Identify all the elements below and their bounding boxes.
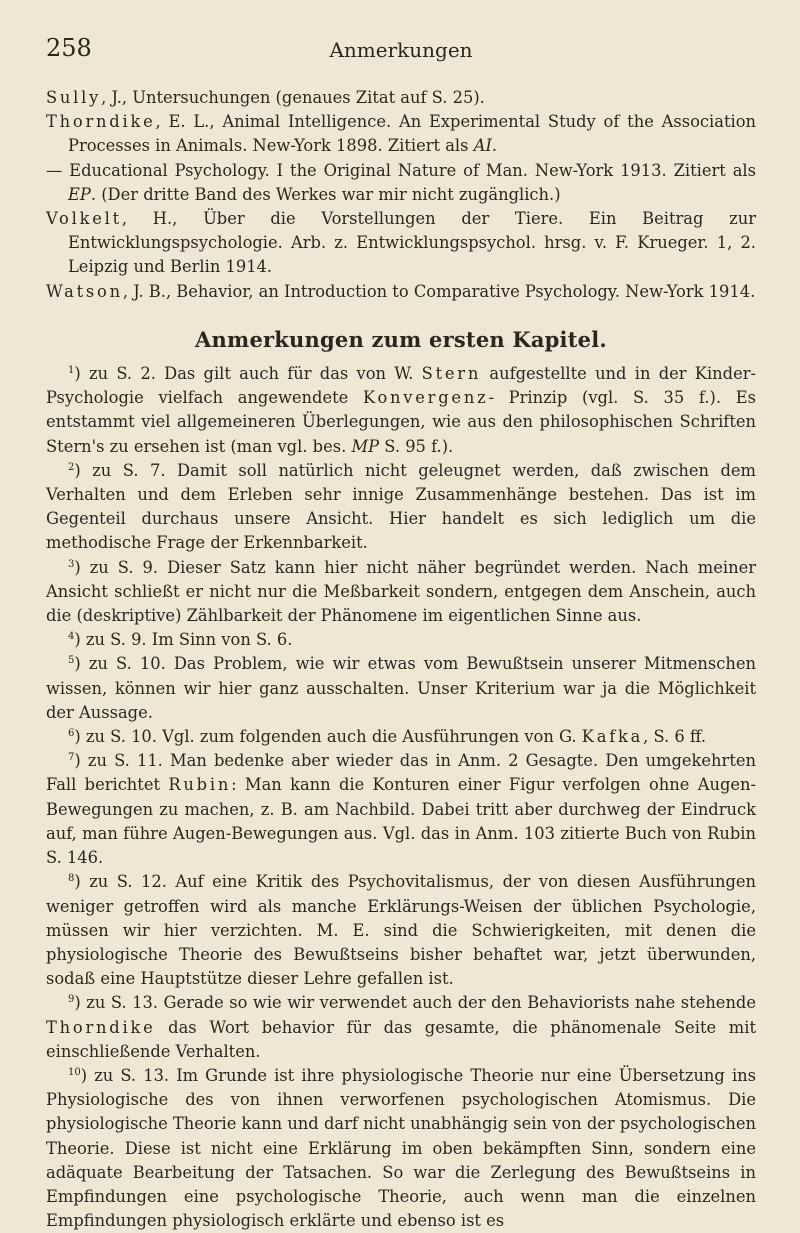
bib-author: Watson — [46, 281, 123, 301]
note-1 — [46, 362, 756, 459]
note-number: 5 — [68, 655, 75, 667]
author-name: Thorndike — [46, 1017, 156, 1037]
bib-entry — [46, 280, 756, 304]
running-title: Anmerkungen — [329, 38, 473, 62]
note-text: ) zu S. 9. Im Sinn von S. 6. — [74, 630, 293, 650]
note-5 — [46, 652, 756, 725]
note-number: 4 — [68, 631, 75, 643]
note-10 — [46, 1064, 756, 1233]
note-text: ) zu S. 10. Das Problem, wie wir etwas vom Bewußtsein unserer Mitmenschen wissen, können wir hier ganz ausschalten. Unser Kriterium war ja die Möglichkeit der Aussage. — [46, 654, 756, 722]
note-number: 2 — [68, 461, 75, 473]
note-number: 10 — [68, 1066, 81, 1078]
note-3 — [46, 556, 756, 629]
author-name: Stern — [421, 364, 482, 384]
note-text: , S. 6 ff. — [643, 727, 707, 747]
note-text: ) zu S. 11. Man bedenke aber wieder das in Anm. 2 Gesagte. Den umgekehrten Fall berichtet — [46, 751, 756, 795]
note-4 — [46, 628, 756, 652]
note-text: ) zu S. 9. Dieser Satz kann hier nicht näher begründet werden. Nach meiner Ansicht schließt er nicht nur die Meßbarkeit sondern, entgegen dem Anschein, auch die (deskriptive) Zählbarkeit der Phänomene im eigentlichen Sinne aus. — [46, 557, 756, 626]
note-2 — [46, 459, 756, 556]
bib-author: Sully — [46, 88, 102, 107]
note-number: 9 — [68, 994, 75, 1006]
note-text: ) zu S. 13. Im Grunde ist ihre physiologische Theorie nur eine Übersetzung ins Physiologische des von ihnen verworfenen psychologischen Atomismus. Die physiologische Theorie kann und darf nicht unabhängig sein von der psychologischen Theorie. Diese ist nicht eine Erklärung im oben bekämpften Sinn, sondern eine adäquate Bearbeitung der Tatsachen. So war die Zerlegung des Bewußtseins in Empfindungen eine psychologische Theorie, auch wenn man die einzelnen Empfindungen physiologisch erklärte und ebenso ist es — [46, 1065, 756, 1231]
bib-text: , J., Untersuchungen (genaues Zitat auf S. 25). — [101, 88, 485, 107]
bib-text: , E. L., Animal Intelligence. An Experimental Study of the Association Processes in Animals. New-York 1898. Zitiert als — [68, 112, 756, 156]
author-name: Kafka — [581, 727, 644, 747]
bib-entry — [46, 86, 756, 110]
note-number: 3 — [68, 558, 75, 570]
abbreviation: MP — [351, 436, 380, 456]
notes — [46, 362, 756, 1233]
note-number: 1 — [68, 365, 75, 377]
note-text: : Man kann die Konturen einer Figur verfolgen ohne Augen-Bewegungen zu machen, z. B. am Nachbild. Dabei tritt aber durchweg der Eindruck auf, man führe Augen-Bewegungen aus. Vgl. das in Anm. 103 zitierte Buch von Rubin S. 146. — [46, 775, 756, 868]
bib-text-end: . — [491, 136, 498, 156]
note-7 — [46, 749, 756, 870]
note-9 — [46, 991, 756, 1064]
bib-text-end: . (Der dritte Band des Werkes war mir nicht zugänglich.) — [90, 184, 561, 204]
term: Konvergenz — [362, 388, 489, 408]
note-text: ) zu S. 10. Vgl. zum folgenden auch die Ausführungen von G. — [74, 727, 577, 747]
note-text: das Wort behavior für das gesamte, die phänomenale Seite mit einschließende Verhalten. — [46, 1017, 756, 1061]
note-6 — [46, 725, 756, 749]
page-header — [46, 36, 756, 76]
bib-entry — [46, 110, 756, 158]
author-name: Rubin — [168, 775, 232, 795]
bib-entry — [46, 159, 756, 207]
note-text: aufgestellte und in der Kinder-Psychologie vielfach angewendete — [46, 364, 757, 408]
note-text: S. 95 f.). — [384, 436, 454, 456]
note-text: ) zu S. 2. Das gilt auch für das von W. — [74, 364, 414, 384]
note-number: 6 — [68, 728, 75, 740]
bib-entry — [46, 207, 756, 280]
note-text: ) zu S. 12. Auf eine Kritik des Psychovitalismus, der von diesen Ausführungen weniger getroffen wird als manche Erklärungs-Weisen der üblichen Psychologie, müssen wir hier verzichten. M. E. sind die Schwierigkeiten, mit denen die physiologische Theorie des Bewußtseins bisher behaftet war, jetzt überwunden, sodaß eine Hauptstütze dieser Lehre gefallen ist. — [46, 872, 756, 989]
note-number: 8 — [68, 873, 75, 885]
note-number: 7 — [68, 752, 75, 764]
page-number: 258 — [46, 34, 92, 62]
bib-text: , J. B., Behavior, an Introduction to Comparative Psychology. New-York 1914. — [122, 281, 756, 301]
bib-text: — Educational Psychology. I the Original Nature of Man. New-York 1913. Zitiert als — [46, 160, 756, 180]
note-text: - Prinzip (vgl. S. 35 f.). Es entstammt viel allgemeineren Überlegungen, wie aus den philosophischen Schriften Stern's zu ersehen ist (man vgl. bes. — [46, 388, 756, 456]
bib-abbreviation: AI — [473, 136, 492, 156]
bib-abbreviation: EP — [68, 184, 91, 204]
note-8 — [46, 870, 756, 991]
section-heading: Anmerkungen zum ersten Kapitel. — [195, 326, 607, 352]
bib-author: Thorndike — [46, 112, 156, 132]
bib-author: Volkelt — [46, 209, 122, 229]
note-text: ) zu S. 7. Damit soll natürlich nicht geleugnet werden, daß zwischen dem Verhalten und dem Erleben sehr innige Zusammenhänge bestehen. Das ist im Gegenteil durchaus unsere Ansicht. Hier handelt es sich lediglich um die methodische Frage der Erkennbarkeit. — [46, 460, 756, 553]
bib-text: , H., Über die Vorstellungen der Tiere. Ein Beitrag zur Entwicklungspsychologie. Arb. z. Entwicklungspsychol. hrsg. v. F. Krueger. 1, 2. Leipzig und Berlin 1914. — [68, 209, 756, 277]
note-text: ) zu S. 13. Gerade so wie wir verwendet auch der den Behaviorists nahe stehende — [74, 993, 756, 1013]
bibliography — [46, 86, 756, 304]
